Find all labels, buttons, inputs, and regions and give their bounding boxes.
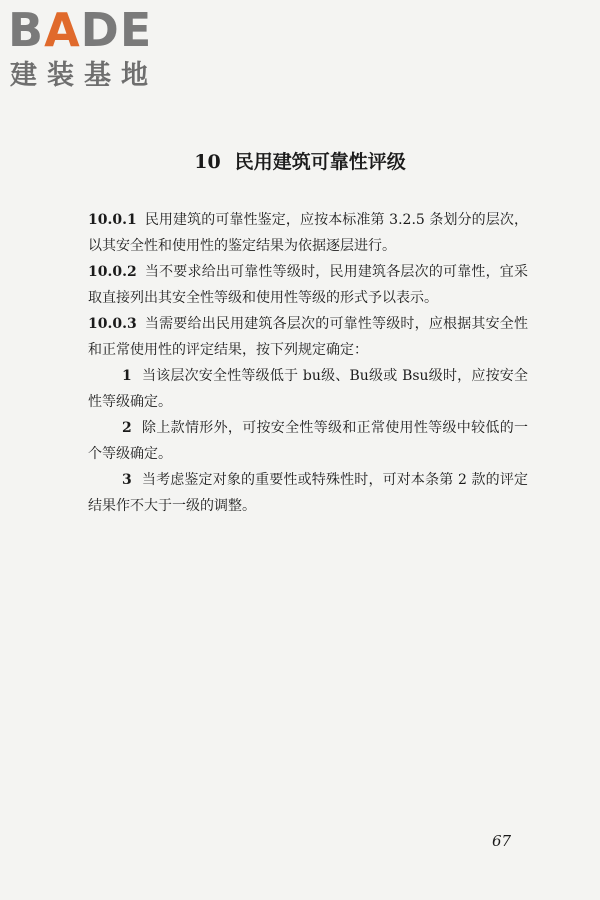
item-text: 当考虑鉴定对象的重要性或特殊性时，可对本条第 2 款的评定结果作不大于一级的调整。	[88, 472, 528, 514]
item-text: 当该层次安全性等级低于 bu级、Bu级或 Bsu级时，应按安全性等级确定。	[88, 368, 528, 410]
item-number: 1	[122, 368, 132, 384]
item-1	[88, 363, 528, 415]
item-2	[88, 415, 528, 467]
clause-number: 10.0.1	[88, 212, 137, 228]
clause-number: 10.0.2	[88, 264, 137, 280]
chapter-title-text: 民用建筑可靠性评级	[234, 151, 406, 173]
logo-chinese-text: 建装基地	[10, 60, 158, 91]
clause-10-0-3	[88, 311, 528, 363]
bade-logo	[8, 4, 178, 96]
item-text: 除上款情形外，可按安全性等级和正常使用性等级中较低的一个等级确定。	[88, 420, 528, 462]
item-3	[88, 467, 528, 519]
item-number: 3	[122, 472, 132, 488]
clause-10-0-2	[88, 259, 528, 311]
chapter-title	[0, 147, 600, 174]
page-number: 67	[492, 832, 512, 850]
item-number: 2	[122, 420, 132, 436]
chapter-number: 10	[194, 151, 221, 173]
clause-10-0-1	[88, 207, 528, 259]
logo-wordmark: BADE	[8, 3, 153, 57]
clause-number: 10.0.3	[88, 316, 137, 332]
clause-text: 当需要给出民用建筑各层次的可靠性等级时，应根据其安全性和正常使用性的评定结果，按下列规定确定：	[88, 316, 528, 358]
document-body	[88, 207, 528, 519]
clause-text: 当不要求给出可靠性等级时，民用建筑各层次的可靠性，宜采取直接列出其安全性等级和使用性等级的形式予以表示。	[88, 264, 528, 306]
clause-text: 民用建筑的可靠性鉴定，应按本标准第 3.2.5 条划分的层次，以其安全性和使用性的鉴定结果为依据逐层进行。	[88, 212, 528, 254]
